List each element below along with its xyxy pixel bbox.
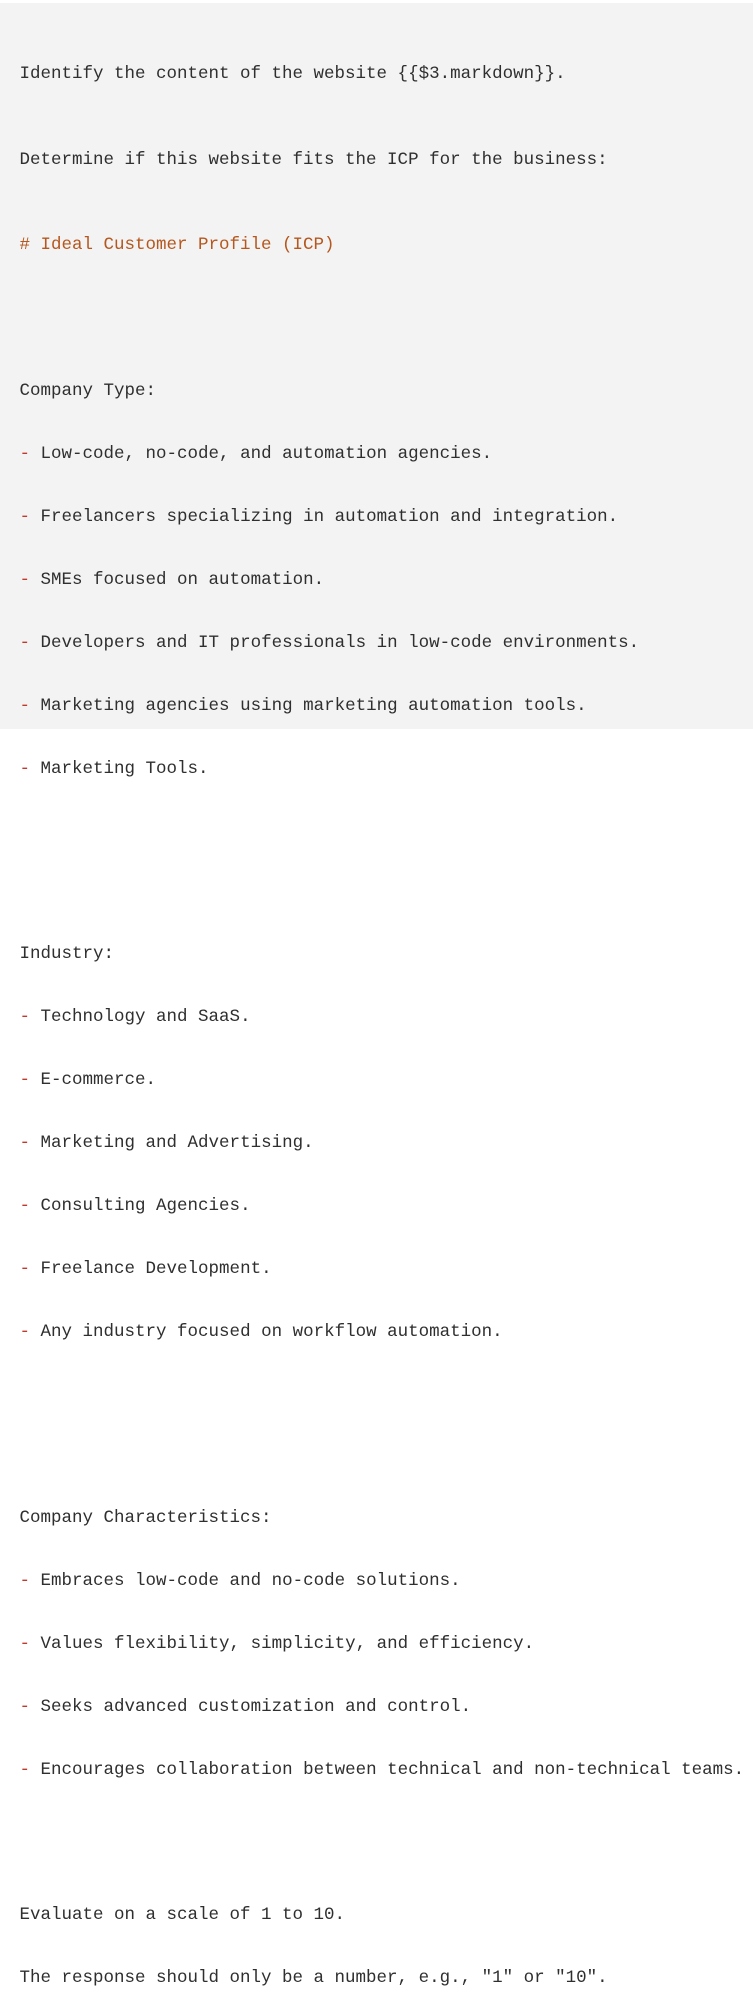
bullet-marker: - (20, 1322, 31, 1342)
list-item-text: Seeks advanced customization and control. (41, 1697, 472, 1717)
bullet-marker: - (20, 570, 31, 590)
list-item-text: Developers and IT professionals in low-code environments. (41, 633, 640, 653)
list-item (20, 632, 753, 655)
list-item (20, 1696, 753, 1719)
list-item (20, 1069, 753, 1092)
list-item (20, 695, 753, 718)
bullet-marker: - (20, 1259, 31, 1279)
list-item-text: Encourages collaboration between technical and non-technical teams. (41, 1760, 745, 1780)
list-item (20, 443, 753, 466)
list-item-text: SMEs focused on automation. (41, 570, 325, 590)
section-label: Company Characteristics: (20, 1507, 753, 1530)
section-label: Industry: (20, 943, 753, 966)
list-item (20, 1759, 753, 1782)
bullet-marker: - (20, 444, 31, 464)
bullet-marker: - (20, 759, 31, 779)
list-item (20, 569, 753, 592)
bullet-marker: - (20, 633, 31, 653)
list-item-text: Embraces low-code and no-code solutions. (41, 1571, 461, 1591)
bullet-marker: - (20, 1196, 31, 1216)
list-item (20, 1633, 753, 1656)
bullet-marker: - (20, 1634, 31, 1654)
bullet-marker: - (20, 1697, 31, 1717)
list-item-text: Freelancers specializing in automation and integration. (41, 507, 619, 527)
industry-section (20, 903, 753, 1407)
company-characteristics-section (20, 1467, 753, 1845)
list-item-text: Consulting Agencies. (41, 1196, 251, 1216)
list-item-text: Marketing agencies using marketing automation tools. (41, 696, 587, 716)
intro-line: Identify the content of the website {{$3.markdown}}. (20, 63, 753, 86)
section-label: Company Type: (20, 380, 753, 403)
list-item (20, 1132, 753, 1155)
list-item (20, 1570, 753, 1593)
list-item-text: E-commerce. (41, 1070, 157, 1090)
list-item-text: Values flexibility, simplicity, and efficiency. (41, 1634, 535, 1654)
bullet-marker: - (20, 1007, 31, 1027)
icp-heading: # Ideal Customer Profile (ICP) (20, 234, 753, 257)
question-line: Determine if this website fits the ICP for the business: (20, 149, 753, 172)
bullet-marker: - (20, 507, 31, 527)
bullet-marker: - (20, 1133, 31, 1153)
list-item-text: Marketing Tools. (41, 759, 209, 779)
list-item (20, 1195, 753, 1218)
list-item (20, 1321, 753, 1344)
list-item (20, 506, 753, 529)
list-item-text: Freelance Development. (41, 1259, 272, 1279)
prompt-code-block (0, 3, 753, 729)
evaluate-line: Evaluate on a scale of 1 to 10. (20, 1904, 753, 1927)
bullet-marker: - (20, 1571, 31, 1591)
bullet-marker: - (20, 1070, 31, 1090)
list-item-text: Technology and SaaS. (41, 1007, 251, 1027)
list-item-text: Any industry focused on workflow automation. (41, 1322, 503, 1342)
bullet-marker: - (20, 696, 31, 716)
list-item (20, 1258, 753, 1281)
list-item-text: Marketing and Advertising. (41, 1133, 314, 1153)
response-line: The response should only be a number, e.g., "1" or "10". (20, 1967, 753, 1990)
list-item (20, 1006, 753, 1029)
bullet-marker: - (20, 1760, 31, 1780)
company-type-section (20, 340, 753, 844)
list-item-text: Low-code, no-code, and automation agencies. (41, 444, 493, 464)
list-item (20, 758, 753, 781)
